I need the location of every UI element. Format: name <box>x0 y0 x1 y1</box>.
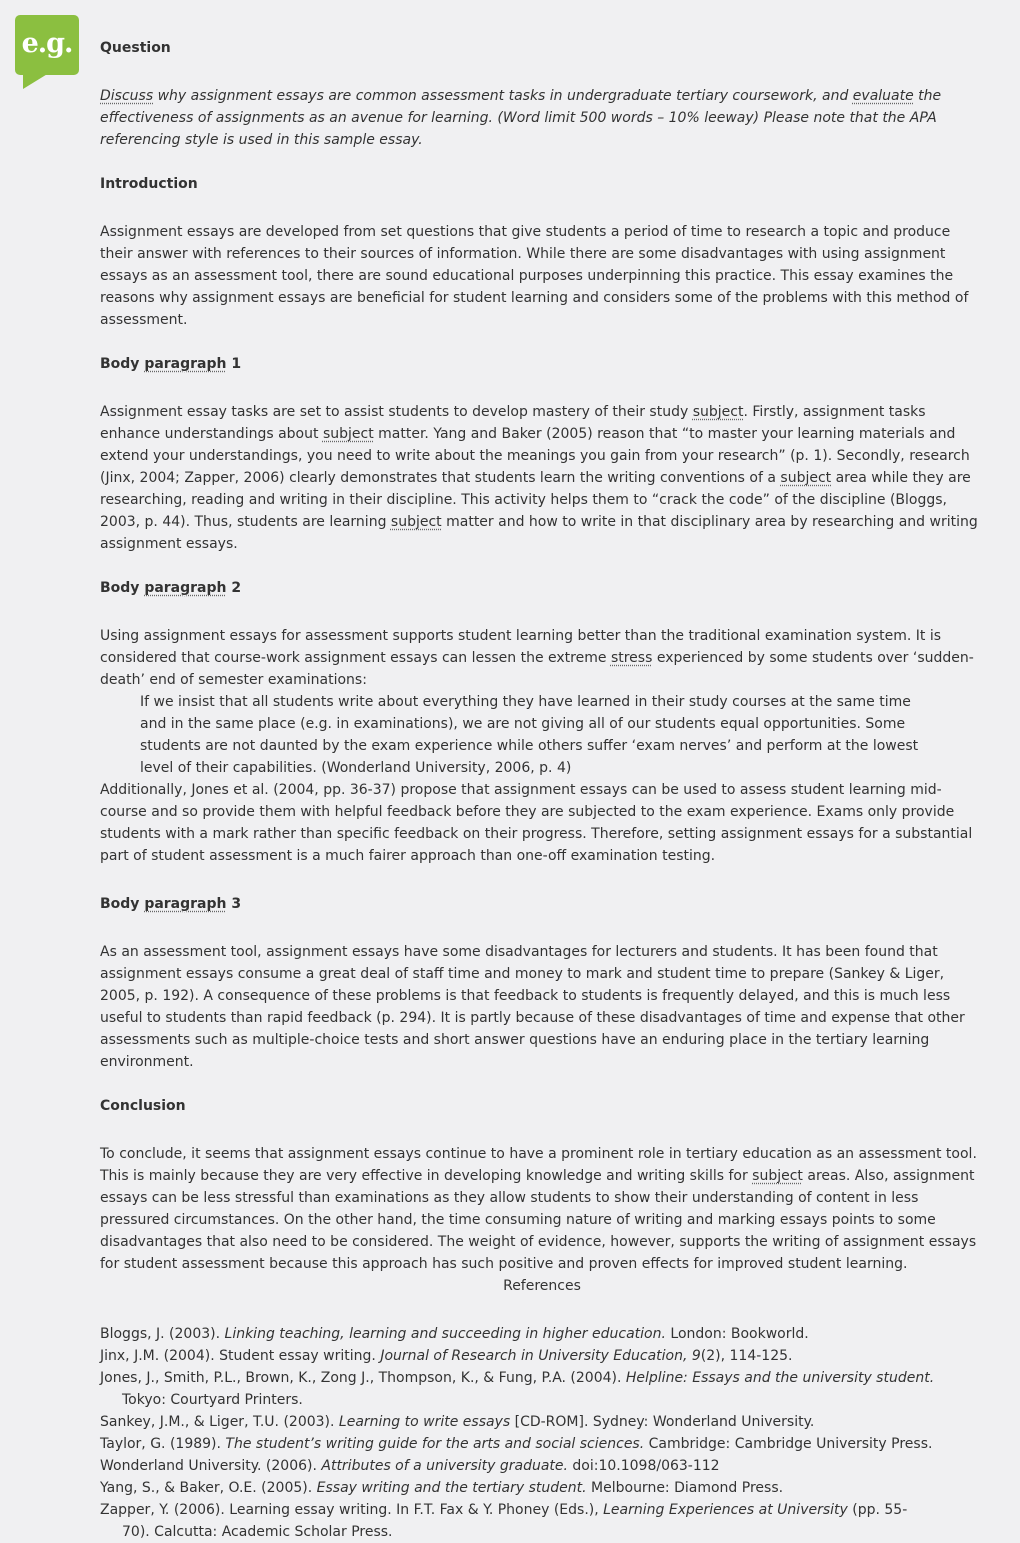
reference-item: Zapper, Y. (2006). Learning essay writing. In F.T. Fax & Y. Phoney (Eds.), Learning Experiences at University (pp. 55-70). Calcutta: Academic Scholar Press. <box>100 1502 908 1540</box>
badge-speech-bubble-icon <box>15 15 79 75</box>
example-badge <box>15 15 79 90</box>
conclusion-heading: Conclusion <box>100 1098 186 1114</box>
body2-paragraph: Using assignment essays for assessment supports student learning better than the traditional examination system. It is considered that course-work assignment essays can lessen the extreme stress experienced by some students over ‘sudden-death’ end of semester examinations: <box>100 628 974 688</box>
references-heading: References <box>503 1278 581 1294</box>
block-quote: If we insist that all students write about everything they have learned in their study courses at the same time and in the same place (e.g. in examinations), we are not giving all of our students equal opportunities. Some students are not daunted by the exam experience while others suffer ‘exam nerves’ and perform at the lowest level of their capabilities. (Wonderland University, 2006, p. 4) <box>140 694 919 776</box>
keyword-subject: subject <box>692 404 744 420</box>
introduction-heading: Introduction <box>100 176 198 192</box>
badge-text: e.g. <box>21 27 73 59</box>
badge-tail <box>23 73 49 89</box>
body3-paragraph: As an assessment tool, assignment essays have some disadvantages for lecturers and students. It has been found that assignment essays consume a great deal of staff time and money to mark and student time to prepare (Sankey & Liger, 2005, p. 192). A consequence of these problems is that feedback to students is frequently delayed, and this is much less useful to students than rapid feedback (p. 294). It is partly because of these disadvantages of time and expense that other assessments such as multiple-choice tests and short answer questions have an enduring place in the tertiary learning environment. <box>100 944 965 1070</box>
body1-heading: Body paragraph 1 <box>100 356 242 372</box>
reference-item: Taylor, G. (1989). The student’s writing guide for the arts and social sciences. Cambridge: Cambridge University Press. <box>100 1436 933 1452</box>
body2-paragraph-continued: Additionally, Jones et al. (2004, pp. 36-37) propose that assignment essays can be used to assess student learning mid-course and so provide them with helpful feedback before they are subjected to the exam experience. Exams only provide students with a mark rather than specific feedback on their progress. Therefore, setting assignment essays for a substantial part of student assessment is a much fairer approach than one-off examination testing. <box>100 782 973 864</box>
keyword-subject: subject <box>752 1168 803 1184</box>
body2-heading: Body paragraph 2 <box>100 580 242 596</box>
reference-list <box>100 1323 984 1543</box>
keyword-subject: subject <box>322 426 374 442</box>
keyword-subject: subject <box>780 470 832 486</box>
body1-paragraph: Assignment essay tasks are set to assist students to develop mastery of their study subject. Firstly, assignment tasks enhance understandings about subject matter. Yang and Baker (2005) reason that “to master your learning materials and extend your understandings, you need to write about the meanings you gain from your research” (p. 1). Secondly, research (Jinx, 2004; Zapper, 2006) clearly demonstrates that students learn the writing conventions of a subject area while they are researching, reading and writing in their discipline. This activity helps them to “crack the code” of the discipline (Bloggs, 2003, p. 44). Thus, students are learning subject matter and how to write in that disciplinary area by researching and writing assignment essays. <box>100 404 978 552</box>
body3-heading: Body paragraph 3 <box>100 896 242 912</box>
essay-content <box>100 37 984 1543</box>
question-heading: Question <box>100 40 171 56</box>
keyword-subject: subject <box>390 514 442 530</box>
keyword-stress: stress <box>610 650 653 666</box>
reference-item: Bloggs, J. (2003). Linking teaching, learning and succeeding in higher education. London: Bookworld. <box>100 1326 809 1342</box>
question-verb-discuss: Discuss <box>100 88 154 104</box>
reference-item: Wonderland University. (2006). Attributes of a university graduate. doi:10.1098/063-112 <box>100 1458 720 1474</box>
reference-item: Yang, S., & Baker, O.E. (2005). Essay writing and the tertiary student. Melbourne: Diamond Press. <box>100 1480 784 1496</box>
conclusion-paragraph: To conclude, it seems that assignment essays continue to have a prominent role in tertiary education as an assessment tool. This is mainly because they are very effective in developing knowledge and writing skills for subject areas. Also, assignment essays can be less stressful than examinations as they allow students to show their understanding of content in less pressured circumstances. On the other hand, the time consuming nature of writing and marking essays points to some disadvantages that also need to be considered. The weight of evidence, however, supports the writing of assignment essays for student assessment because this approach has such positive and proven effects for improved student learning. <box>100 1146 977 1272</box>
introduction-paragraph: Assignment essays are developed from set questions that give students a period of time to research a topic and produce their answer with references to their sources of information. While there are some disadvantages with using assignment essays as an assessment tool, there are sound educational purposes underpinning this practice. This essay examines the reasons why assignment essays are beneficial for student learning and considers some of the problems with this method of assessment. <box>100 224 969 328</box>
reference-item: Sankey, J.M., & Liger, T.U. (2003). Learning to write essays [CD-ROM]. Sydney: Wonderland University. <box>100 1414 815 1430</box>
reference-item: Jones, J., Smith, P.L., Brown, K., Zong J., Thompson, K., & Fung, P.A. (2004). Helpline: Essays and the university student. Tokyo: Courtyard Printers. <box>100 1370 935 1408</box>
reference-item: Jinx, J.M. (2004). Student essay writing. Journal of Research in University Education, 9(2), 114-125. <box>100 1348 793 1364</box>
question-text: Discuss why assignment essays are common assessment tasks in undergraduate tertiary coursework, and evaluate the effectiveness of assignments as an avenue for learning. (Word limit 500 words – 10% leeway) Please note that the APA referencing style is used in this sample essay. <box>100 88 942 148</box>
question-verb-evaluate: evaluate <box>852 88 914 104</box>
